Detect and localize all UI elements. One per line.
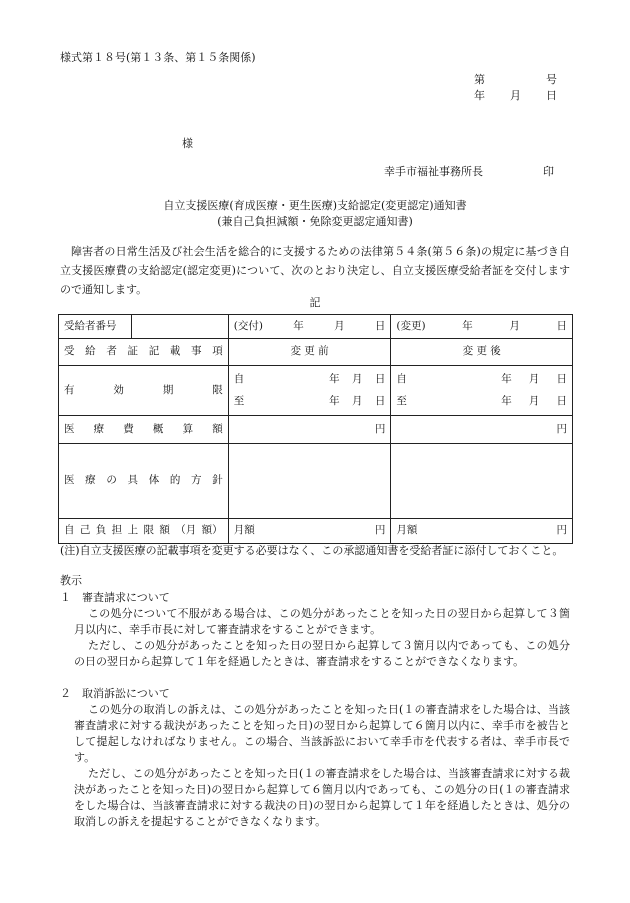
policy-label: 医 療 の 具 体 的 方 針 (59, 444, 229, 519)
table-row (59, 416, 573, 444)
limit-after-cell: 月額 円 (391, 519, 573, 544)
validity-label: 有 効 期 限 (59, 366, 229, 416)
issued-date-cell: (交付) 年 月 日 (228, 315, 391, 339)
section-2-para-2: ただし、この処分があったことを知った日(１の審査請求をした場合は、当該審査請求に対する裁決があったことを知った日)の翌日から起算して６箇月以内であっても、この処分の日(１の審査請求をした場合は、当該審査請求に対する裁決の日)の翌日から起算して１年を経過したときは、処分の取消しの訴えを提起することができなくなります。 (74, 767, 570, 828)
ki-mark: 記 (309, 296, 321, 309)
note: (注)自立支援医療の記載事項を変更する必要はなく、この承認通知書を受給者証に添付しておくこと。 (60, 544, 564, 557)
entries-label: 受 給 者 証 記 載 事 項 (59, 339, 229, 366)
recipient-no-label: 受給者番号 (59, 315, 132, 339)
issuer: 幸手市福祉事務所長 (384, 165, 483, 178)
recipient-no-value (131, 315, 228, 339)
intro-paragraph: 障害者の日常生活及び社会生活を総合的に支援するための法律第５４条(第５６条)の規定に基づき自立支援医療費の支給認定(認定変更)について、次のとおり決定し、自立支援医療受給者証を交付しますので通知します。 (60, 245, 570, 296)
addressee-suffix: 様 (182, 137, 193, 150)
policy-after-cell (391, 444, 573, 519)
seal-mark: 印 (543, 165, 554, 178)
cost-label: 医 療 費 概 算 額 (59, 416, 229, 444)
document-title: 自立支援医療(育成医療・更生医療)支給認定(変更認定)通知書 (163, 199, 467, 212)
table-row (59, 315, 573, 339)
section-1-para-2: ただし、この処分があったことを知った日の翌日から起算して３箇月以内であっても、この処分の日の翌日から起算して１年を経過したときは、審査請求をすることができなくなります。 (74, 639, 570, 668)
changed-date-cell: (変更) 年 月 日 (391, 315, 573, 339)
limit-label: 自 己 負 担 上 限 額 （月 額） (59, 519, 229, 544)
cost-before-cell: 円 (228, 416, 391, 444)
table-row (59, 339, 573, 366)
number-label-prefix: 第 (474, 73, 485, 86)
date-day-label: 日 (546, 89, 557, 102)
validity-after-cell: 自 年 月 日 至 年 月 日 (391, 366, 573, 416)
table-row (59, 444, 573, 519)
limit-before-cell: 月額 円 (228, 519, 391, 544)
after-header: 変 更 後 (391, 339, 573, 366)
date-year-label: 年 (474, 89, 485, 102)
table-row (59, 366, 573, 416)
section-1-heading: １ 審査請求について (60, 591, 170, 604)
section-2-para-1: この処分の取消しの訴えは、この処分があったことを知った日(１の審査請求をした場合は、当該審査請求に対する裁決があったことを知った日)の翌日から起算して６箇月以内に、幸手市を被告として提起しなければなりません。この場合、当該訴訟において幸手市を代表する者は、幸手市長です。 (74, 703, 570, 764)
section-1-para-1: この処分について不服がある場合は、この処分があったことを知った日の翌日から起算して３箇月以内に、幸手市長に対して審査請求をすることができます。 (74, 607, 570, 636)
table-row (59, 519, 573, 544)
document-subtitle: (兼自己負担減額・免除変更認定通知書) (217, 215, 413, 228)
before-header: 変 更 前 (228, 339, 391, 366)
instruction-heading: 教示 (60, 574, 82, 587)
cost-after-cell: 円 (391, 416, 573, 444)
date-month-label: 月 (510, 89, 521, 102)
number-label-suffix: 号 (546, 73, 557, 86)
validity-before-cell: 自 年 月 日 至 年 月 日 (228, 366, 391, 416)
form-id: 様式第１８号(第１３条、第１５条関係) (60, 51, 256, 64)
policy-before-cell (228, 444, 391, 519)
section-2-heading: ２ 取消訴訟について (60, 687, 170, 700)
certification-table (58, 314, 573, 544)
